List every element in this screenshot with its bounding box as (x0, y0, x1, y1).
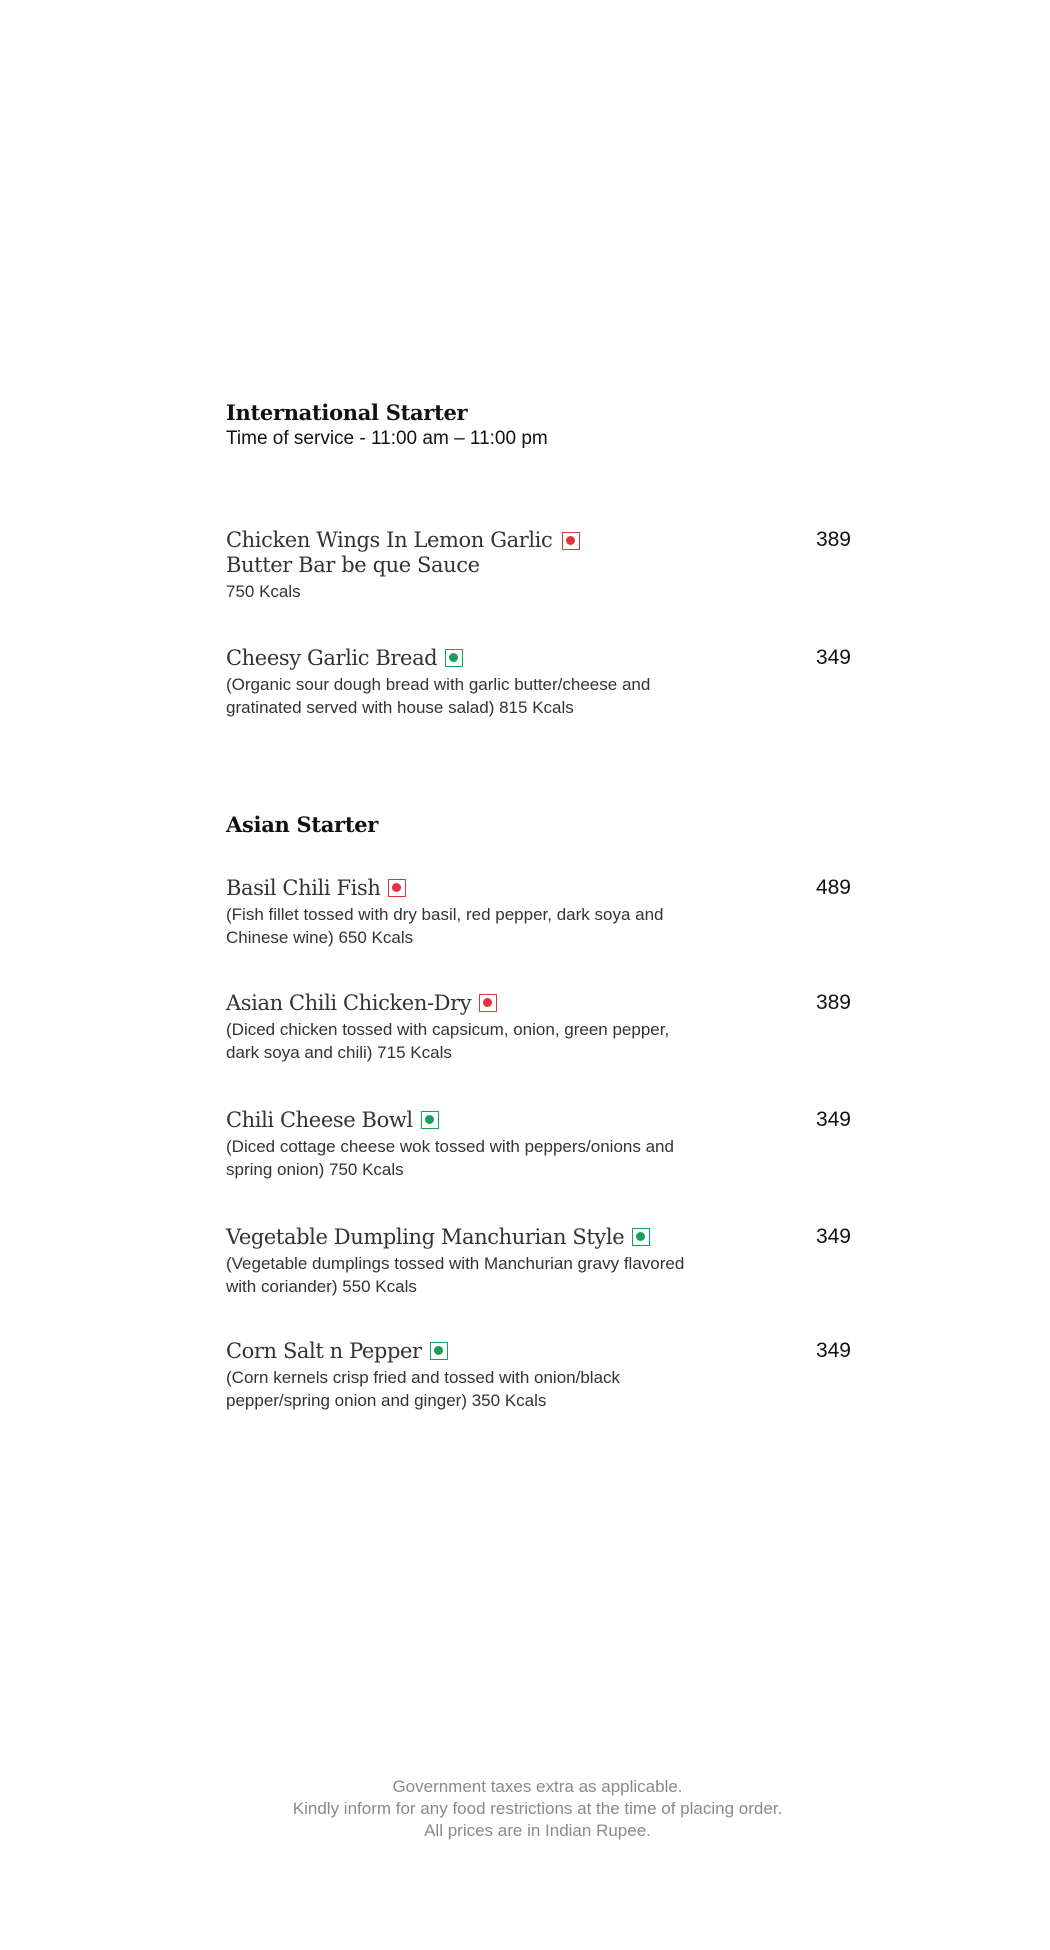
menu-item (226, 528, 851, 603)
menu-item (226, 1108, 851, 1181)
non-veg-indicator-icon (562, 532, 580, 550)
section-title-asian: Asian Starter (226, 812, 379, 837)
footer-line-currency: All prices are in Indian Rupee. (424, 1821, 651, 1840)
non-veg-indicator-icon (388, 879, 406, 897)
footer-line-restrictions: Kindly inform for any food restrictions at the time of placing order. (292, 1799, 783, 1818)
item-name: Asian Chili Chicken-Dry (226, 991, 616, 1016)
item-description: (Organic sour dough bread with garlic butter/cheese and gratinated served with house salad) 815 Kcals (226, 675, 651, 717)
item-description: (Fish fillet tossed with dry basil, red pepper, dark soya and Chinese wine) 650 Kcals (226, 905, 664, 947)
item-price: 489 (815, 876, 851, 899)
item-price: 349 (815, 1108, 851, 1131)
veg-indicator-icon (632, 1228, 650, 1246)
veg-indicator-icon (421, 1111, 439, 1129)
item-price: 349 (815, 1339, 851, 1362)
menu-item (226, 646, 851, 719)
item-price: 389 (815, 528, 851, 551)
veg-indicator-icon (430, 1342, 448, 1360)
item-description: (Vegetable dumplings tossed with Manchurian gravy flavored with coriander) 550 Kcals (226, 1254, 685, 1296)
menu-item (226, 876, 851, 949)
item-name: Chili Cheese Bowl (226, 1108, 616, 1133)
menu-item (226, 1339, 851, 1412)
non-veg-indicator-icon (479, 994, 497, 1012)
veg-indicator-icon (445, 649, 463, 667)
item-name: Vegetable Dumpling Manchurian Style (226, 1225, 666, 1250)
item-description: (Diced cottage cheese wok tossed with peppers/onions and spring onion) 750 Kcals (226, 1137, 674, 1179)
item-price: 349 (815, 646, 851, 669)
service-time: Time of service - 11:00 am – 11:00 pm (226, 428, 548, 449)
item-price: 389 (815, 991, 851, 1014)
item-name: Basil Chili Fish (226, 876, 616, 901)
item-name: Corn Salt n Pepper (226, 1339, 616, 1364)
item-name: Cheesy Garlic Bread (226, 646, 616, 671)
item-name: Chicken Wings In Lemon Garlic Butter Bar be que Sauce (226, 528, 553, 577)
item-description: (Corn kernels crisp fried and tossed with onion/black pepper/spring onion and ginger) 350 Kcals (226, 1368, 621, 1410)
item-description: 750 Kcals (226, 582, 301, 601)
footer-line-taxes: Government taxes extra as applicable. (392, 1777, 683, 1796)
menu-item (226, 1225, 851, 1298)
section-title-international: International Starter (226, 400, 468, 425)
menu-item (226, 991, 851, 1064)
footer-note (0, 1776, 1050, 1842)
item-price: 349 (815, 1225, 851, 1248)
item-description: (Diced chicken tossed with capsicum, onion, green pepper, dark soya and chili) 715 Kcals (226, 1020, 670, 1062)
